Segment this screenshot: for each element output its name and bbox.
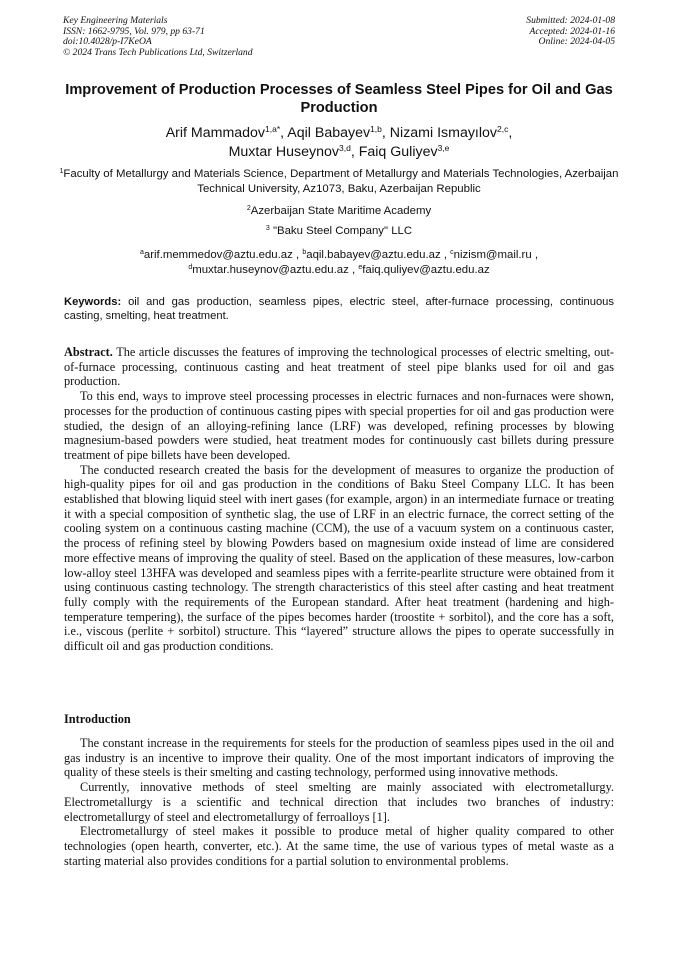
affiliation-mark: 2 xyxy=(246,205,251,212)
email-mark: c xyxy=(450,249,454,256)
submitted-date: Submitted: 2024-01-08 xyxy=(526,15,615,26)
author-name: Nizami Ismayılov xyxy=(389,125,498,141)
author-affiliation-mark: 1,b xyxy=(370,124,382,134)
affiliation-1 xyxy=(40,167,638,197)
email-mark: b xyxy=(302,249,307,256)
affiliation-3 xyxy=(40,224,638,239)
abstract-label: Abstract. xyxy=(64,345,113,359)
journal-name: Key Engineering Materials xyxy=(63,15,168,26)
journal-issn: ISSN: 1662-9795, Vol. 979, pp 63-71 xyxy=(63,25,205,37)
journal-copyright: © 2024 Trans Tech Publications Ltd, Switzerland xyxy=(63,46,253,58)
author-affiliation-mark: 1,a* xyxy=(265,124,281,134)
introduction-paragraph: Electrometallurgy of steel makes it possible to produce metal of higher quality compared to other technologies (open hearth, converter, etc.). At the same time, the use of various types of metal waste as a starting material also provides conditions for a partial solution to environmental problems. xyxy=(64,824,614,868)
author-affiliation-mark: 3,e xyxy=(437,142,450,153)
email-link[interactable]: aqil.babayev@aztu.edu.az xyxy=(306,249,441,261)
abstract-paragraph: The conducted research created the basis for the development of measures to organize the production of high-quality pipes for oil and gas production in the conditions of Baku Steel Company LLC. It has been established that blowing liquid steel with inert gases (for example, argon) in an intermediate furnace or treating it with a special composition of synthetic slag, the use of LRF in an electric furnace, the correct setting of the cooling system on a continuous casting machine (CCM), the use of a vacuum system on a continuous caster, the process of refining steel by blowing Powders based on magnesium oxide instead of lime are considered more effective means of improving the quality of steel. Based on the application of these measures, low-carbon low-alloy steel 13HFA was developed and seamless pipes with a ferrite-pearlite structure were obtained from it using continuous casting technology. The strength characteristics of this steel after casting and heat treatment fully comply with the requirements of the European standard. After heat treatment (hardening and high-temperature tempering), the surface of the pipes becomes harder (troostite + sorbitol), and the core has a soft, i.e., viscous (perlite + sorbitol) structure. This “layered” structure allows the pipes to operate successfully in difficult oil and gas production conditions. xyxy=(64,462,614,654)
author-name: Aqil Babayev xyxy=(287,125,371,141)
author-name: Faiq Guliyev xyxy=(358,143,438,160)
abstract-paragraph: To this end, ways to improve steel processing processes in electric furnaces and non-furnaces were shown, processes for the production of continuous casting pipes with special properties for oil and gas production were studied, the design of an alloying-refining lance (LRF) was developed, refining processes by blowing magnesium-based powders were studied, heat treatment modes for continuously cast billets during pressure treatment of pipe billets have been developed. xyxy=(64,389,614,462)
keywords-label: Keywords: xyxy=(64,296,122,308)
keywords xyxy=(64,295,614,324)
accepted-date: Accepted: 2024-01-16 xyxy=(529,25,615,37)
journal-doi: doi:10.4028/p-I7KeOA xyxy=(63,36,152,48)
author-affiliation-mark: 3,d xyxy=(338,142,351,153)
email-list: $^a$arif.memmedov@aztu.edu.az , $^b$aqil.babayev@aztu.edu.az , $^c$nizism@mail.ru , $^d$muxtar.huseynov@aztu.edu.az , $^e$faiq.quliyev@aztu.edu.az xyxy=(139,249,539,276)
introduction-paragraph: The constant increase in the requirements for steels for the production of seamless pipes used in the oil and gas industry is an incentive to improve their quality. One of the most important indicators of improving the quality of these steels is their smelting and casting technology, performed using innovative methods. xyxy=(64,736,614,780)
email-mark: d xyxy=(188,263,193,271)
author-affiliation-mark: 2,c xyxy=(497,124,509,134)
abstract-text: The article discusses the features of improving the technological processes of electric smelting, out-of-furnace processing, continuous casting and heat treatment of steel pipe blanks used for oil and gas production. xyxy=(64,345,614,389)
affiliation-text: Faculty of Metallurgy and Materials Science, Department of Metallurgy and Materials Technologies, Azerbaijan Technical University, Az1073, Baku, Azerbaijan Republic xyxy=(63,168,619,195)
abstract xyxy=(64,345,614,654)
email-link[interactable]: nizism@mail.ru xyxy=(453,249,532,261)
affiliation-text: Azerbaijan State Maritime Academy xyxy=(250,205,432,217)
submission-dates xyxy=(526,16,615,48)
journal-info xyxy=(63,16,253,58)
email-link[interactable]: faiq.quliyev@aztu.edu.az xyxy=(362,263,490,276)
affiliation-text: "Baku Steel Company" LLC xyxy=(272,225,413,237)
author-name: Arif Mammadov xyxy=(165,125,266,141)
affiliation-2 xyxy=(40,204,638,219)
introduction-paragraph: Currently, innovative methods of steel smelting are mainly associated with electrometallurgy. Electrometallurgy is a scientific and technical direction that includes two branches of industry: electrometallurgy of steel and electrometallurgy of ferroalloys [1]. xyxy=(64,780,614,824)
author-list: Arif Mammadov$^{1,a*}$, Aqil Babayev$^{1,b}$, Nizami Ismayılov$^{2,c}$, Muxtar Huseynov$^{3,d}$, Faiq Guliyev$^{3,e}$ xyxy=(165,124,513,160)
email-link[interactable]: muxtar.huseynov@aztu.edu.az xyxy=(192,263,349,276)
affiliation-mark: 3 xyxy=(265,225,270,232)
online-date: Online: 2024-04-05 xyxy=(538,36,615,48)
email-link[interactable]: arif.memmedov@aztu.edu.az xyxy=(143,249,293,261)
keywords-text: oil and gas production, seamless pipes, electric steel, after-furnace processing, continuous casting, smelting, heat treatment. xyxy=(64,296,614,323)
paper-title: Improvement of Production Processes of Seamless Steel Pipes for Oil and Gas Production xyxy=(65,82,613,116)
email-mark: e xyxy=(358,263,363,271)
abstract-paragraph xyxy=(64,345,614,389)
author-name: Muxtar Huseynov xyxy=(228,143,339,160)
introduction-body xyxy=(64,736,614,868)
section-heading-introduction: Introduction xyxy=(64,712,131,726)
affiliation-mark: 1 xyxy=(59,168,64,175)
email-mark: a xyxy=(139,249,144,256)
